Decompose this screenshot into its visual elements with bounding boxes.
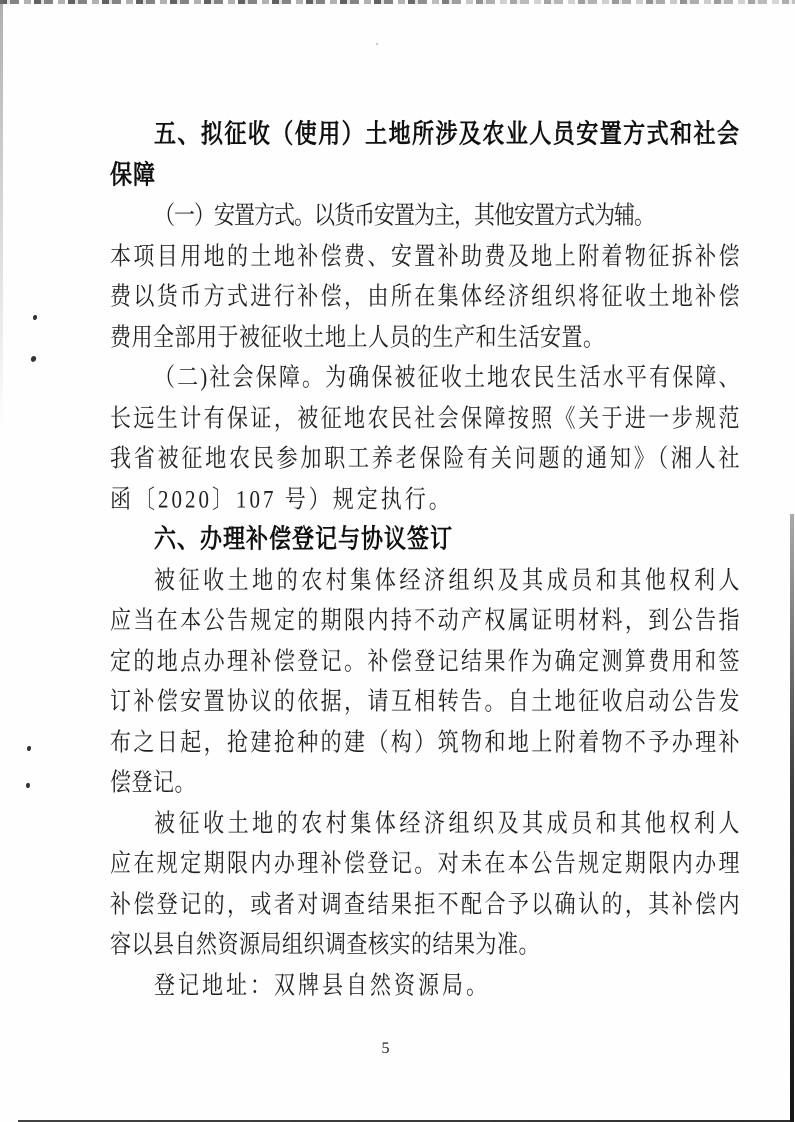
page-number: 5: [381, 1040, 390, 1057]
scan-noise-top-fade: [0, 0, 795, 5]
para-placement-line1: （一）安置方式。以货币安置为主，其他安置方式为辅。: [154, 200, 654, 230]
para-registration1-line2: 应当在本公告规定的期限内持不动产权属证明材料，到公告指: [110, 605, 740, 635]
section6-heading: 六、办理补偿登记与协议签订: [154, 523, 454, 554]
para-social-security-line4: 函〔2020〕107 号）规定执行。: [110, 484, 453, 513]
para-registration1-line4: 订补偿安置协议的依据，请互相转告。自土地征收启动公告发: [110, 686, 740, 716]
para-placement-line3: 费以货币方式进行补偿，由所在集体经济组织将征收土地补偿: [110, 281, 740, 311]
ink-speck: [376, 43, 378, 45]
ink-speck: [27, 746, 31, 751]
ink-speck: [33, 315, 37, 320]
ink-speck: [26, 783, 31, 789]
para-registration2-line4: 容以县自然资源局组织调查核实的结果为准。: [110, 929, 540, 959]
para-social-security-line3: 我省被征地农民参加职工养老保险有关问题的通知》（湘人社: [110, 443, 740, 473]
ink-speck: [30, 355, 36, 362]
scan-streak-left-edge: [0, 0, 3, 430]
section5-heading-line2: 保障: [110, 158, 157, 189]
para-registration1-line1: 被征收土地的农村集体经济组织及其成员和其他权利人: [154, 565, 740, 594]
para-registration2-line1: 被征收土地的农村集体经济组织及其成员和其他权利人: [154, 808, 740, 837]
para-registration1-line5: 布之日起，抢建抢种的建（构）筑物和地上附着物不予办理补: [110, 727, 740, 756]
para-registration1-line6: 偿登记。: [110, 767, 196, 797]
scan-line-right-edge: [790, 514, 794, 1122]
para-registration2-line2: 应在规定期限内办理补偿登记。对未在本公告规定期限内办理: [110, 848, 740, 878]
para-social-security-line1: （二)社会保障。为确保被征收土地农民生活水平有保障、: [154, 362, 740, 392]
para-placement-line2: 本项目用地的土地补偿费、安置补助费及地上附着物征拆补偿: [110, 241, 740, 270]
document-body: [110, 114, 740, 1005]
para-placement-line4: 费用全部用于被征收土地上人员的生产和生活安置。: [110, 322, 605, 351]
para-social-security-line2: 长远生计有保证，被征地农民社会保障按照《关于进一步规范: [110, 403, 740, 432]
section5-heading-line1: 五、拟征收（使用）土地所涉及农业人员安置方式和社会: [154, 118, 740, 149]
para-registration2-line3: 补偿登记的，或者对调查结果拒不配合予以确认的，其补偿内: [110, 889, 740, 918]
registration-address-line: 登记地址：双牌县自然资源局。: [154, 970, 490, 999]
para-registration1-line3: 定的地点办理补偿登记。补偿登记结果作为确定测算费用和签: [110, 646, 740, 675]
